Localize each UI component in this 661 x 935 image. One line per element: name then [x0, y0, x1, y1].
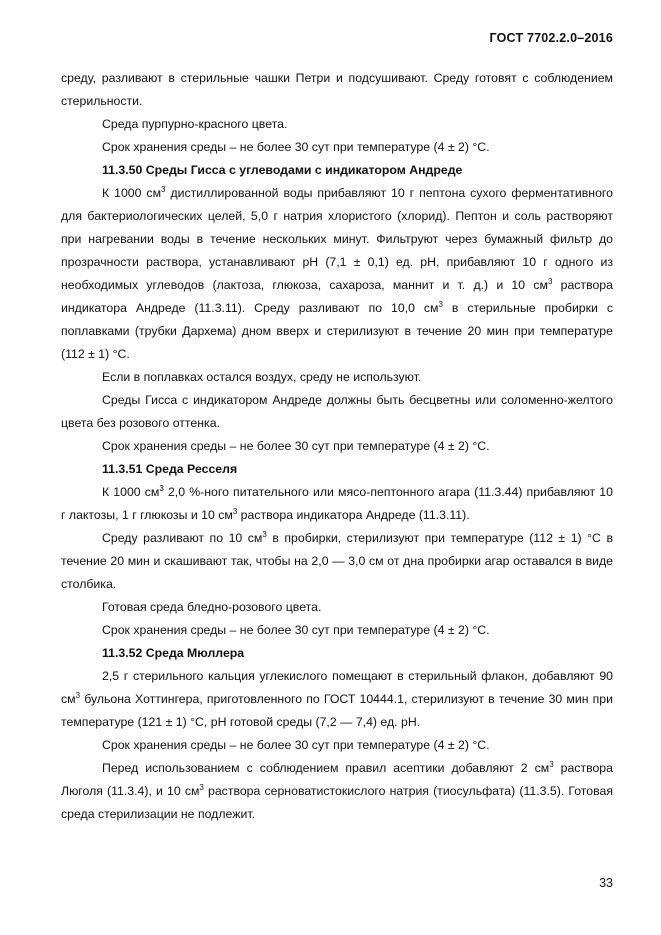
paragraph: Срок хранения среды – не более 30 сут при температуре (4 ± 2) °С. — [102, 738, 490, 752]
paragraph: 2,5 г стерильного кальция углекислого помещают в стерильный флакон, добавляют 90 $см^3$ бульона Хоттингера, приготовленного по ГОСТ 10444.1, стерилизуют в течение 30 мин при температуре (121 ± 1) °С, pH готовой среды (7,2 — 7,4) ед. pH. — [61, 669, 613, 729]
paragraph: среду, разливают в стерильные чашки Петри и подсушивают. Среду готовят с соблюдением стерильности. — [61, 71, 613, 108]
paragraph: Срок хранения среды – не более 30 сут при температуре (4 ± 2) °С. — [102, 439, 490, 453]
paragraph: Готовая среда бледно-розового цвета. — [102, 600, 322, 614]
page-number: 33 — [599, 876, 613, 890]
document-body — [61, 67, 613, 826]
standard-header: ГОСТ 7702.2.0–2016 — [489, 31, 613, 45]
section-heading: 11.3.50 Среды Гисса с углеводами с индикатором Андреде — [102, 163, 463, 177]
paragraph: К 1000 $см^3$ 2,0 %-ного питательного или мясо-пептонного агара (11.3.44) прибавляют 10 г лактозы, 1 г глюкозы и 10 $см^3$ раствора индикатора Андреде (11.3.11). — [61, 484, 613, 522]
paragraph: Среду разливают по 10 $см^3$ в пробирки, стерилизуют при температуре (112 ± 1) °С в течение 20 мин и скашивают так, чтобы на 2,0 — 3,0 см от дна пробирки агар оставался в виде столбика. — [61, 530, 613, 591]
paragraph: Если в поплавках остался воздух, среду не используют. — [102, 370, 422, 384]
paragraph: Срок хранения среды – не более 30 сут при температуре (4 ± 2) °С. — [102, 140, 490, 154]
paragraph: Среды Гисса с индикатором Андреде должны быть бесцветны или соломенно-желтого цвета без розового оттенка. — [61, 393, 613, 430]
section-heading: 11.3.51 Среда Ресселя — [102, 462, 238, 476]
section-heading: 11.3.52 Среда Мюллера — [102, 646, 245, 660]
paragraph: Срок хранения среды – не более 30 сут при температуре (4 ± 2) °С. — [102, 623, 490, 637]
paragraph: Среда пурпурно-красного цвета. — [102, 117, 288, 131]
paragraph: Перед использованием с соблюдением правил асептики добавляют 2 $см^3$ раствора Люголя (11.3.4), и 10 $см^3$ раствора серноватистокислого натрия (тиосульфата) (11.3.5). Готовая среда стерилизации не подлежит. — [61, 760, 613, 821]
paragraph: К 1000 $см^3$ дистиллированной воды прибавляют 10 г пептона сухого ферментативного для бактериологических целей, 5,0 г натрия хлористого (хлорид). Пептон и соль растворяют при нагревании воды в течение нескольких минут. Фильтруют через бумажный фильтр до прозрачности раствора, устанавливают pH (7,1 ± 0,1) ед. pH, прибавляют 10 г одного из необходимых углеводов (лактоза, глюкоза, сахароза, маннит и т. д.) и 10 $см^3$ раствора индикатора Андреде (11.3.11). Среду разливают по 10,0 $см^3$ в стерильные пробирки с поплавками (трубки Дархема) дном вверх и стерилизуют в течение 20 мин при температуре (112 ± 1) °С. — [61, 185, 613, 361]
